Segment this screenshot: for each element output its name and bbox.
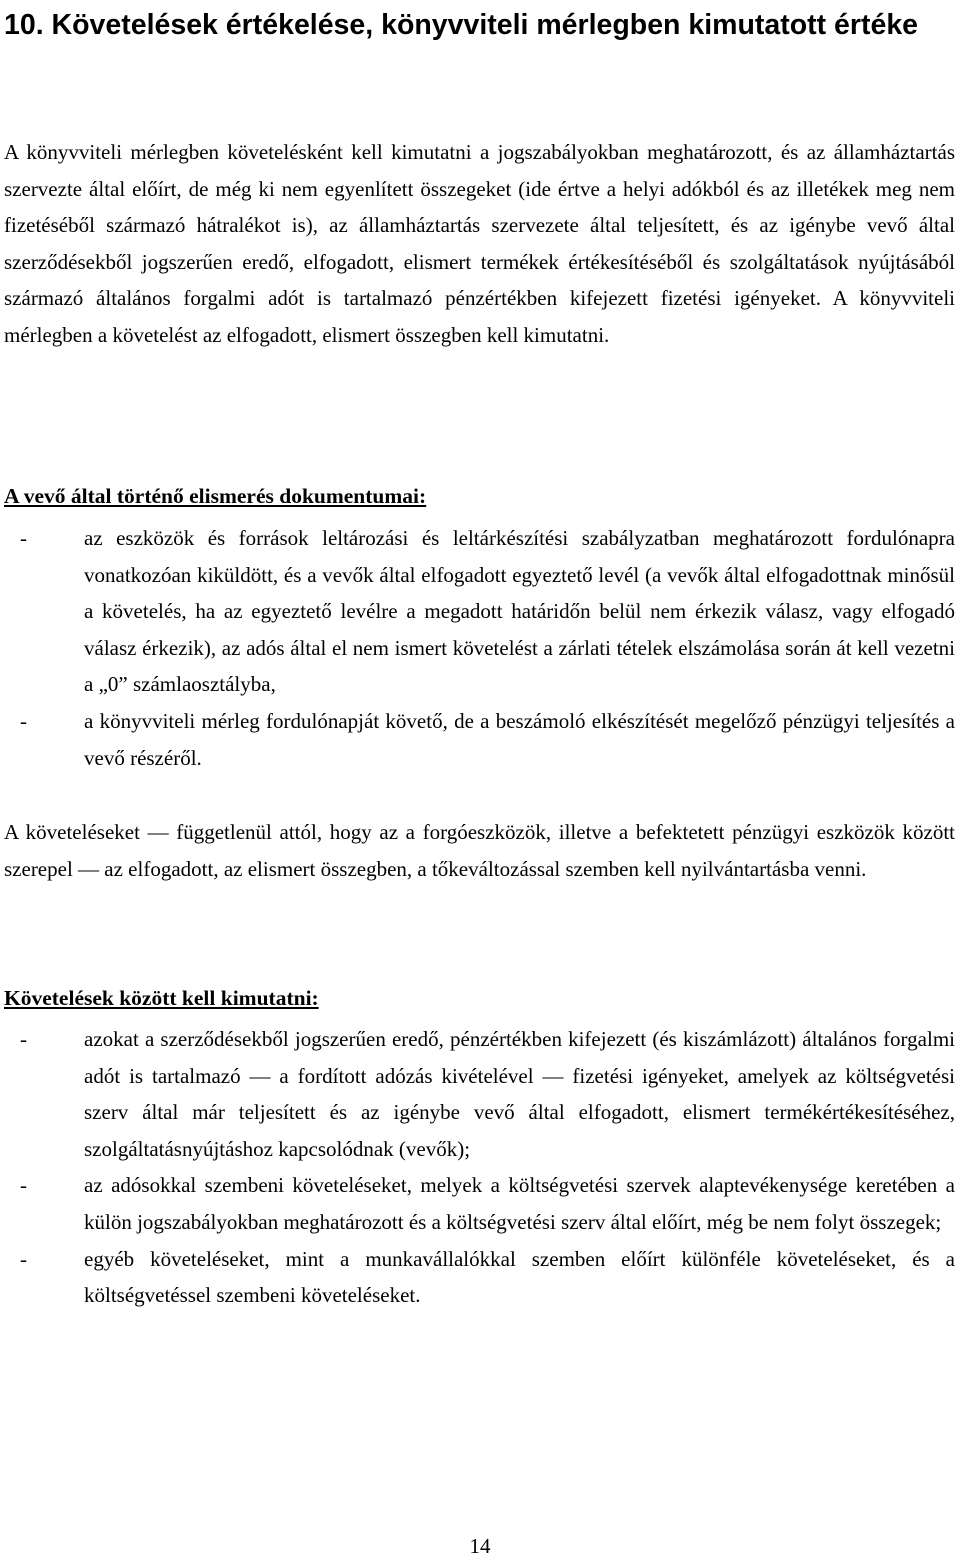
list-item	[4, 703, 955, 776]
list-item-text: az eszközök és források leltározási és leltárkészítési szabályzatban meghatározott fordulónapra vonatkozóan kiküldött, és a vevők által elfogadott egyeztető levél (a vevők által elfogadottnak minősül a követelés, ha az egyeztető levélre a megadott határidőn belül nem érkezik válasz, vagy elfogadó válasz érkezik), az adós által el nem ismert követelést a zárlati tételek elszámolása során át kell vezetni a „0” számlaosztályba,	[84, 526, 955, 697]
recognition-list	[4, 520, 955, 776]
dash-bullet: -	[20, 526, 27, 550]
dash-bullet: -	[20, 1246, 27, 1271]
dash-bullet: -	[20, 1027, 27, 1051]
list-item	[4, 520, 955, 703]
list-item-text: az adósokkal szembeni követeléseket, melyek a költségvetési szervek alaptevékenysége keretében a külön jogszabályokban meghatározott és a költségvetési szerv által előírt, még be nem folyt összegek;	[84, 1173, 955, 1234]
list-item-text: egyéb követeléseket, mint a munkavállalókkal szemben előírt különféle követeléseket, és a költségvetéssel szembeni követeléseket.	[84, 1246, 955, 1308]
list-item-text: azokat a szerződésekből jogszerűen eredő, pénzértékben kifejezett (és kiszámlázott) általános forgalmi adót is tartalmazó ― a fordított adózás kivételével ― fizetési igényeket, amelyek az költségvetési szerv által már teljesített és az igénybe vevő által elfogadott, elismert termékértékesítéséhez, szolgáltatásnyújtáshoz kapcsolódnak (vevők);	[84, 1027, 955, 1161]
receivables-heading: Követelések között kell kimutatni:	[4, 986, 319, 1010]
recognition-heading: A vevő által történő elismerés dokumentumai:	[4, 484, 427, 508]
list-item-text: a könyvviteli mérleg fordulónapját követő, de a beszámoló elkészítését megelőző pénzügyi teljesítés a vevő részéről.	[84, 708, 955, 770]
receivables-list	[4, 1021, 955, 1314]
list-item	[4, 1241, 955, 1314]
dash-bullet: -	[20, 1173, 27, 1198]
page-number: 14	[469, 1534, 491, 1558]
intro-paragraph: A könyvviteli mérlegben követelésként kell kimutatni a jogszabályokban meghatározott, és az államháztartás szervezte által előírt, de még ki nem egyenlített összegeket (ide értve a helyi adókból és az illetékek meg nem fizetéséből származó hátralékot is), az államháztartás szervezete által teljesített, és az igénybe vevő által szerződésekből jogszerűen eredő, elfogadott, elismert termékek értékesítéséből és szolgáltatások nyújtásából származó általános forgalmi adót is tartalmazó pénzértékben kifejezett fizetési igényeket. A könyvviteli mérlegben a követelést az elfogadott, elismert összegben kell kimutatni.	[4, 140, 955, 347]
middle-paragraph: A követeléseket ― függetlenül attól, hogy az a forgóeszközök, illetve a befektetett pénzügyi eszközök között szerepel ― az elfogadott, az elismert összegben, a tőkeváltozással szemben kell nyilvántartásba venni.	[4, 820, 955, 881]
list-item	[4, 1021, 955, 1167]
dash-bullet: -	[20, 708, 27, 733]
section-title: 10. Követelések értékelése, könyvviteli mérlegben kimutatott értéke	[4, 9, 919, 41]
list-item	[4, 1167, 955, 1240]
